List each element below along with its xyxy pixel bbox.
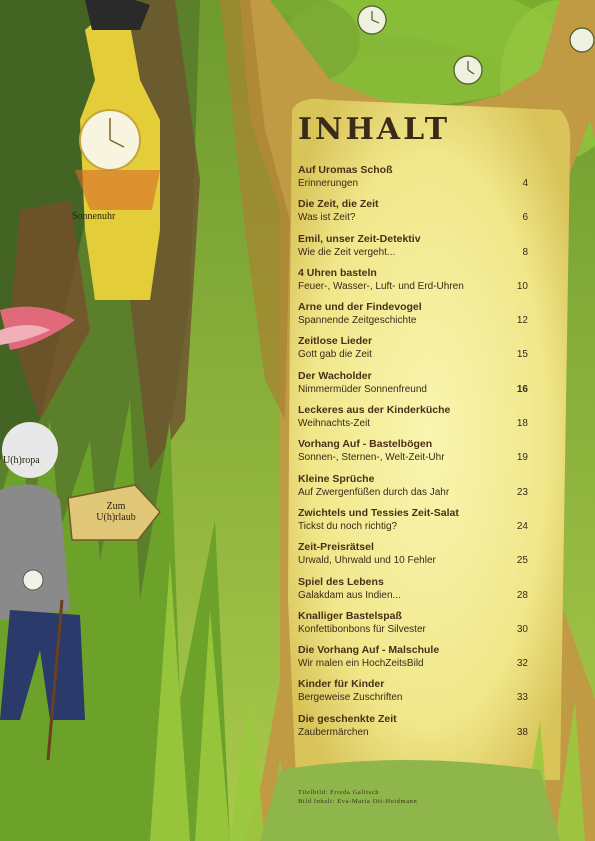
toc-entry-subtitle: Zaubermärchen [298, 726, 369, 738]
toc-entry-title: Zeit-Preisrätsel [298, 541, 374, 554]
toc-entry-page: 25 [516, 555, 528, 567]
toc-entry-subtitle: Erinnerungen [298, 178, 359, 189]
toc-entry[interactable] [298, 610, 528, 644]
toc-entry-page: 23 [516, 486, 528, 498]
toc-entry-subtitle: Urwald, Uhrwald und 10 Fehler [298, 555, 436, 567]
toc-entry-title: Knalliger Bastelspaß [298, 609, 402, 622]
toc-entry[interactable] [298, 164, 528, 198]
toc-entry-subtitle: Wie die Zeit vergeht... [298, 246, 396, 258]
toc-entry-subtitle: Spannende Zeitgeschichte [298, 315, 417, 327]
toc-entry-title: Kleine Sprüche [298, 472, 375, 485]
toc-entry[interactable] [298, 541, 528, 575]
toc-entry-title: Leckeres aus der Kinderküche [298, 404, 451, 417]
toc-entry-subtitle: Sonnen-, Sternen-, Welt-Zeit-Uhr [298, 452, 445, 464]
toc-entry-page: 8 [522, 246, 528, 258]
toc-entry-subtitle: Galakdam aus Indien... [298, 589, 401, 601]
toc-entry-title: Spiel des Lebens [298, 575, 384, 588]
toc-entry-subtitle: Nimmermüder Sonnenfreund [298, 383, 427, 395]
table-of-contents [298, 164, 528, 747]
toc-entry-page: 30 [516, 623, 528, 635]
toc-entry-page: 38 [516, 726, 528, 738]
toc-entry-title: Zwichtels und Tessies Zeit-Salat [298, 506, 459, 519]
toc-entry[interactable] [298, 438, 528, 472]
credit-title-image: Titelbild: Frieda Galitsch [298, 789, 380, 796]
toc-entry-title: Die Zeit, die Zeit [298, 198, 379, 211]
toc-entry-title: Die Vorhang Auf - Malschule [298, 644, 440, 657]
toc-entry[interactable] [298, 335, 528, 369]
toc-entry[interactable] [298, 644, 528, 678]
toc-entry-page: 19 [516, 452, 528, 464]
toc-entry[interactable] [298, 233, 528, 267]
toc-entry-page: 18 [516, 418, 528, 430]
toc-entry-page: 4 [522, 178, 528, 189]
toc-entry-title: Der Wacholder [298, 369, 372, 382]
toc-entry-page: 10 [516, 280, 528, 292]
toc-entry-title: Kinder für Kinder [298, 678, 385, 691]
sign-label [86, 501, 146, 523]
toc-entry-subtitle: Wir malen ein HochZeitsBild [298, 658, 424, 670]
toc-entry[interactable] [298, 404, 528, 438]
toc-entry-page: 6 [522, 212, 528, 224]
toc-entry[interactable] [298, 473, 528, 507]
toc-entry-page: 15 [516, 349, 528, 361]
toc-entry[interactable] [298, 267, 528, 301]
toc-entry-page: 33 [516, 692, 528, 704]
toc-entry-title: Zeitlose Lieder [298, 335, 373, 348]
toc-entry-subtitle: Feuer-, Wasser-, Luft- und Erd-Uhren [298, 280, 464, 292]
credit-content-image: Bild Inhalt: Eva-Maria Ott-Heidmann [298, 797, 418, 805]
toc-entry-page: 12 [516, 315, 528, 327]
toc-entry-page: 28 [516, 589, 528, 601]
toc-entry-subtitle: Was ist Zeit? [298, 212, 356, 224]
sign-line-1: Zum [106, 501, 126, 512]
sign-line-2: U(h)rlaub [96, 512, 136, 523]
toc-entry-title: Emil, unser Zeit-Detektiv [298, 232, 421, 245]
uhropa-label: U(h)ropa [3, 455, 40, 466]
toc-entry[interactable] [298, 370, 528, 404]
toc-entry-subtitle: Weihnachts-Zeit [298, 418, 371, 430]
toc-entry-subtitle: Gott gab die Zeit [298, 349, 372, 361]
toc-entry-page: 32 [516, 658, 528, 670]
toc-entry[interactable] [298, 678, 528, 712]
toc-entry-title: 4 Uhren basteln [298, 266, 377, 279]
toc-entry-subtitle: Konfettibonbons für Silvester [298, 623, 426, 635]
toc-entry-subtitle: Bergeweise Zuschriften [298, 692, 403, 704]
toc-entry[interactable] [298, 198, 528, 232]
toc-entry-subtitle: Tickst du noch richtig? [298, 520, 398, 532]
toc-entry-title: Vorhang Auf - Bastelbögen [298, 438, 433, 451]
toc-entry-title: Die geschenkte Zeit [298, 712, 397, 725]
toc-entry-title: Arne und der Findevogel [298, 301, 422, 314]
toc-entry[interactable] [298, 507, 528, 541]
toc-entry[interactable] [298, 713, 528, 747]
page-title: INHALT [298, 112, 451, 147]
toc-entry-page: 24 [516, 520, 528, 532]
toc-entry-page: 16 [516, 383, 528, 395]
toc-entry[interactable] [298, 576, 528, 610]
toc-entry[interactable] [298, 301, 528, 335]
toc-entry-subtitle: Auf Zwergenfüßen durch das Jahr [298, 486, 450, 498]
toc-entry-title: Auf Uromas Schoß [298, 164, 393, 176]
sonnenuhr-label: Sonnenuhr [72, 211, 116, 222]
image-credits [298, 789, 417, 806]
